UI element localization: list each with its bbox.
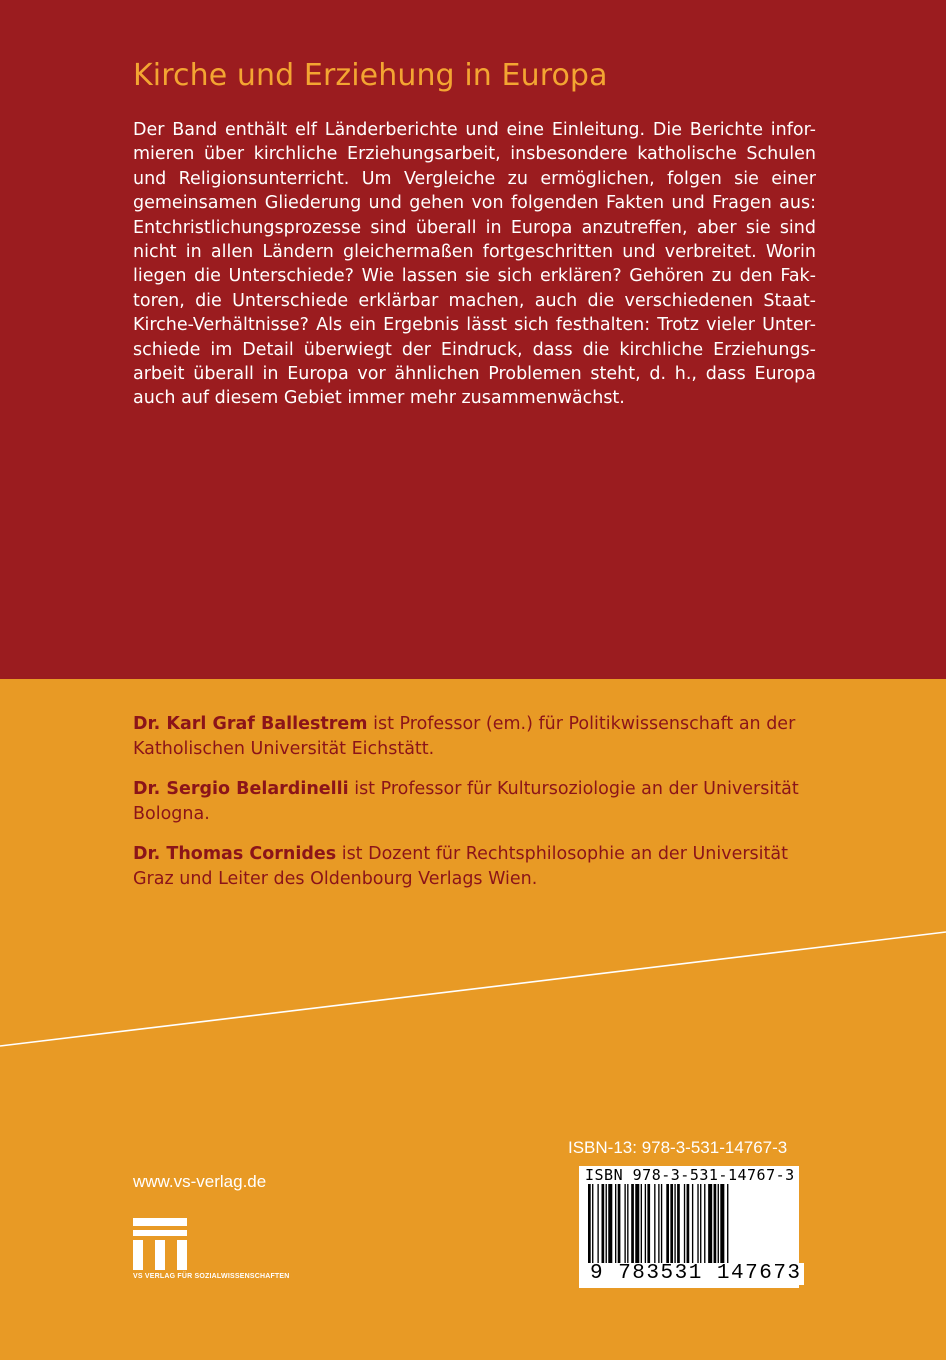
author-bio-text: Bologna. (133, 803, 210, 824)
description-line: toren, die Unterschiede erklärbar machen, auch die verschiedenen Staat- (133, 290, 816, 311)
publisher-url: www.vs-verlag.de (133, 1172, 267, 1191)
book-title: Kirche und Erziehung in Europa (133, 58, 608, 93)
description-line: arbeit überall in Europa vor ähnlichen Problemen steht, d. h., dass Europa (133, 364, 816, 385)
description-line: und Religionsunterricht. Um Vergleiche zu ermöglichen, folgen sie einer (133, 168, 816, 189)
description-line: schiede im Detail überwiegt der Eindruck, dass die kirchliche Erziehungs- (133, 339, 816, 360)
publisher-name: VS VERLAG FÜR SOZIALWISSENSCHAFTEN (133, 1273, 290, 1280)
description-line: Der Band enthält elf Länderberichte und eine Einleitung. Die Berichte infor- (133, 120, 816, 140)
description-line: liegen die Unterschiede? Wie lassen sie sich erklären? Gehören zu den Fak- (133, 266, 816, 287)
author-name: Dr. Thomas Cornides (133, 844, 337, 864)
barcode-ean-number: 9 783531 147673 (590, 1262, 802, 1285)
author-name: Dr. Sergio Belardinelli (133, 779, 349, 799)
description-line: nicht in allen Ländern gleichermaßen fortgeschritten und verbreitet. Worin (133, 242, 816, 263)
barcode-isbn-header: ISBN 978-3-531-14767-3 (585, 1166, 795, 1184)
publisher-logo-icon (133, 1218, 187, 1270)
author-bio (133, 842, 833, 891)
decorative-diagonal-line (0, 930, 946, 1050)
description-line: mieren über kirchliche Erziehungsarbeit, insbesondere katholische Schulen (133, 144, 816, 165)
author-bios (133, 712, 833, 907)
author-bio-text: ist Professor für Kultursoziologie an der Universität (348, 779, 799, 799)
description-line: gemeinsamen Gliederung und gehen von folgenden Fakten und Fragen aus: (133, 193, 816, 214)
description-line: Entchristlichungsprozesse sind überall in Europa anzutreffen, aber sie sind (133, 217, 816, 238)
author-bio-text: Graz und Leiter des Oldenbourg Verlags Wien. (133, 868, 538, 889)
author-bio-text: ist Dozent für Rechtsphilosophie an der Universität (336, 844, 788, 864)
isbn-label: ISBN-13: 978-3-531-14767-3 (568, 1138, 788, 1157)
author-bio-text: Katholischen Universität Eichstätt. (133, 738, 435, 759)
author-bio-text: ist Professor (em.) für Politikwissenschaft an der (367, 714, 796, 734)
book-description (133, 118, 816, 411)
author-bio (133, 777, 833, 826)
description-line: auch auf diesem Gebiet immer mehr zusammenwächst. (133, 388, 625, 409)
description-line: Kirche-Verhältnisse? Als ein Ergebnis lässt sich festhalten: Trotz vieler Unter- (133, 315, 816, 336)
author-name: Dr. Karl Graf Ballestrem (133, 714, 368, 734)
author-bio (133, 712, 833, 761)
